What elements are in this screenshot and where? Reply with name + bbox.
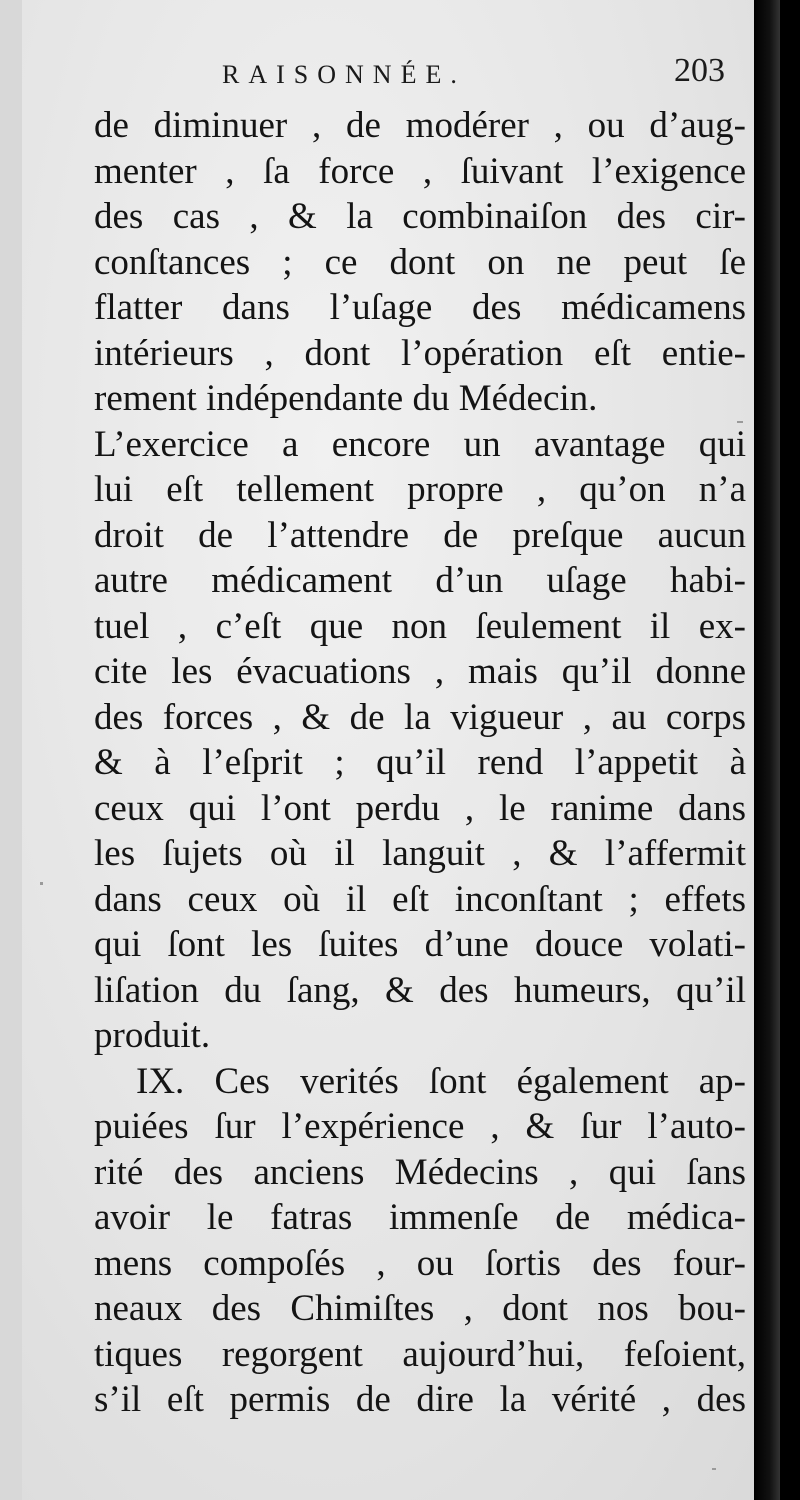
text-line: cite les évacuations , mais qu’il donne	[94, 651, 746, 692]
text-line: conſtances ; ce dont on ne peut ſe	[94, 241, 746, 283]
text-line: les ſujets où il languit , & l’affermit	[94, 833, 746, 874]
page-number: 203	[674, 52, 725, 89]
running-head: RAISONNÉE.	[222, 60, 466, 89]
text-line: IX. Ces verités ſont également ap-	[136, 1060, 746, 1102]
text-line: puiées ſur l’expérience , & ſur l’auto-	[94, 1106, 746, 1147]
text-line: intérieurs , dont l’opération eſt entie-	[94, 332, 746, 374]
text-line: lui eſt tellement propre , qu’on n’a	[94, 469, 746, 510]
text-line: ceux qui l’ont perdu , le ranime dans	[94, 787, 746, 829]
text-line: dans ceux où il eſt inconſtant ; effets	[94, 878, 746, 920]
text-line: autre médicament d’un uſage habi-	[94, 560, 746, 601]
text-line: tuel , c’eſt que non ſeulement il ex-	[94, 605, 746, 647]
page-left-edge	[0, 0, 22, 1500]
paper-speck	[712, 1468, 716, 1470]
text-line: s’il eſt permis de dire la vérité , des	[94, 1379, 746, 1420]
text-line: tiques regorgent aujourd’hui, feſoient,	[94, 1333, 746, 1375]
text-line: L’exercice a encore un avantage qui	[94, 423, 746, 465]
text-line: des cas , & la combinaiſon des cir-	[94, 196, 746, 237]
text-line: flatter dans l’uſage des médicamens	[94, 287, 746, 328]
body-text	[94, 103, 746, 1423]
text-line: qui ſont les ſuites d’une douce volati-	[94, 924, 746, 965]
text-line: mens compoſés , ou ſortis des four-	[94, 1242, 746, 1284]
text-line: rité des anciens Médecins , qui ſans	[94, 1151, 746, 1193]
text-line: de diminuer , de modérer , ou d’aug-	[94, 105, 746, 146]
text-line: rement indépendante du Médecin.	[94, 378, 598, 419]
book-page	[22, 0, 780, 1500]
text-line: liſation du ſang, & des humeurs, qu’il	[94, 969, 746, 1011]
text-line: des forces , & de la vigueur , au corps	[94, 696, 746, 738]
text-line: neaux des Chimiſtes , dont nos bou-	[94, 1288, 746, 1329]
paper-speck	[737, 421, 743, 423]
paper-speck	[40, 882, 43, 885]
page-right-edge-shadow	[754, 0, 780, 1500]
text-line: produit.	[94, 1015, 211, 1056]
text-line: menter , ſa force , ſuivant l’exigence	[94, 150, 746, 192]
text-line: avoir le fatras immenſe de médica-	[94, 1197, 746, 1238]
text-line: droit de l’attendre de preſque aucun	[94, 514, 746, 556]
text-line: & à l’eſprit ; qu’il rend l’appetit à	[94, 742, 746, 783]
